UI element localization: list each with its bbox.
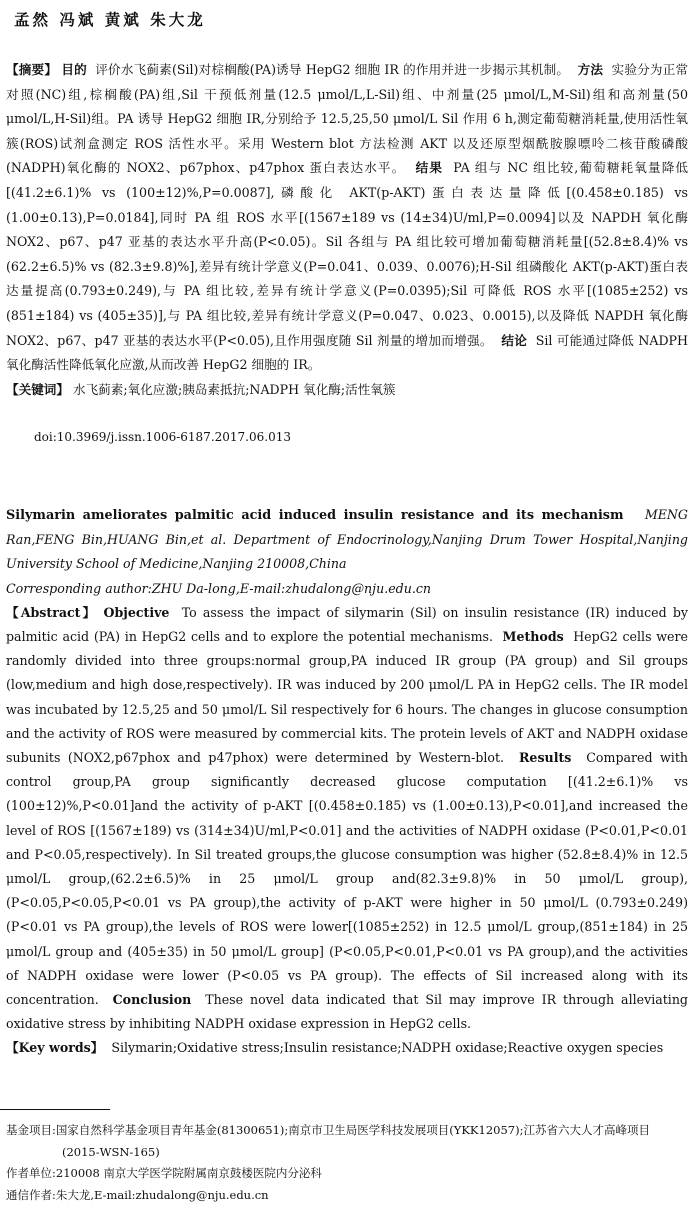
en-abstract-label: 【Abstract】 [6,604,98,620]
cn-results-text: PA 组与 NC 组比较,葡萄糖耗氧量降低[(41.2±6.1)% vs (100±12)%,P=0.0087],磷酸化 AKT(p-AKT)蛋白表达量降低[(0.458±0.185) vs (1.00±0.13),P=0.0184],同时 PA 组 ROS 水平[(1567±189 vs (14±34)U/ml,P=0.0094]以及 NAPDH 氧化酶 NOX2、p67、p47 亚基的表达水平升高(P<0.05)。Sil 各组与 PA 组比较可增加葡萄糖消耗量[(52.8±8.4)% vs (62.2±6.5)% vs (82.3±9.8)%],差异有统计学意义(P=0.041、0.039、0.0076);H-Sil 组磷酸化 AKT(p-AKT)蛋白表达量提高(0.793±0.249),与 PA 组比较,差异有统计学意义(P=0.0395);Sil 可降低 ROS 水平[(1085±252) vs (851±184) vs (405±35)],与 PA 组比较,差异有统计学意义(P=0.047、0.023、0.0015),以及降低 NAPDH 氧化酶 NOX2、p67、p47 亚基的表达水平(P<0.05),且作用强度随 Sil 剂量的增加而增强。 [6,160,688,348]
en-affiliation: MENG Ran,FENG Bin,HUANG Bin,et al. Department of Endocrinology,Nanjing Drum Tower Hospital,Nanjing University School of Medicine,Nanjing 210008,China [6,507,688,572]
cn-conclusion-text: Sil 可能通过降低 NADPH 氧化酶活性降低氧化应激,从而改善 HepG2 细胞的 IR。 [6,332,689,373]
cn-keywords-label: 【关键词】 [6,381,69,397]
footnote-divider [0,1109,110,1110]
cn-objective-text: 评价水飞蓟素(Sil)对棕榈酸(PA)诱导 HepG2 细胞 IR 的作用并进一步揭示其机制。 [95,62,570,77]
en-conclusion-label: Conclusion [112,992,192,1008]
en-corresponding-author: Corresponding author:ZHU Da-long,E-mail:zhudalong@nju.edu.cn [6,580,431,596]
en-results-label: Results [518,750,572,766]
en-methods-text: HepG2 cells were randomly divided into three groups:normal group,PA induced IR group (PA group) and Sil groups (low,medium and high dose,respectively). IR was induced by 200 μmol/L PA in HepG2 cells. The IR model was incubated by 12.5,25 and 50 μmol/L Sil respectively for 6 hours. The changes in glucose consumption and the activity of ROS were measured by commercial kits. The protein levels of AKT and NADPH oxidase subunits (NOX2,p67phox and p47phox) were determined by Western-blot. [6,629,688,766]
cn-conclusion-label: 结论 [501,332,528,348]
en-methods-label: Methods [502,629,564,645]
funding-note: 基金项目:国家自然科学基金项目青年基金(81300651);南京市卫生局医学科技发展项目(YKK12057);江苏省六大人才高峰项目(2015-WSN-165) [6,1123,650,1159]
doi: doi:10.3969/j.issn.1006-6187.2017.06.013 [34,430,291,444]
en-conclusion-text: These novel data indicated that Sil may improve IR through alleviating oxidative stress by inhibiting NADPH oxidase expression in HepG2 cells. [6,992,688,1032]
english-abstract [6,503,688,1061]
cn-keywords-text: 水飞蓟素;氧化应激;胰岛素抵抗;NADPH 氧化酶;活性氧簇 [72,381,396,397]
cn-methods-text: 实验分为正常对照(NC)组,棕榈酸(PA)组,Sil 干预低剂量(12.5 μmol/L,L-Sil)组、中剂量(25 μmol/L,M-Sil)组和高剂量(50 μmol/L,H-Sil)组。PA 诱导 HepG2 细胞 IR,分别给予 12.5,25,50 μmol/L Sil 作用 6 h,测定葡萄糖消耗量,使用活性氧簇(ROS)试剂盒测定 ROS 活性水平。采用 Western blot 方法检测 AKT 以及还原型烟酰胺腺嘌呤二核苷酸磷酸(NADPH)氧化酶的 NOX2、p67phox、p47phox 蛋白表达水平。 [6,62,689,176]
author-affiliation-note: 作者单位:210008 南京大学医学院附属南京鼓楼医院内分泌科 [6,1166,322,1180]
en-objective-label: Objective [103,604,170,620]
footnotes [6,1120,686,1206]
cn-results-label: 结果 [415,160,444,176]
chinese-abstract [6,58,688,402]
en-keywords-label: 【Key words】 [6,1040,104,1056]
corresponding-author-note: 通信作者:朱大龙,E-mail:zhudalong@nju.edu.cn [6,1187,269,1202]
cn-objective-label: 目的 [61,62,87,77]
en-objective-text: To assess the impact of silymarin (Sil) on insulin resistance (IR) induced by palmitic acid (PA) in HepG2 cells and to explore the potential mechanisms. [6,604,688,645]
author-list: 孟然 冯斌 黄斌 朱大龙 [14,10,206,29]
en-title: Silymarin ameliorates palmitic acid induced insulin resistance and its mechanism [6,508,624,523]
cn-abstract-label: 【摘要】 [6,62,58,77]
en-results-text: Compared with control group,PA group significantly decreased glucose computation [(41.2±6.1)% vs (100±12)%,P<0.01]and the activity of p-AKT [(0.458±0.185) vs (1.00±0.13),P<0.01],and increased the level of ROS [(1567±189) vs (314±34)U/ml,P<0.01] and the activities of NADPH oxidase (P<0.01,P<0.01 and P<0.05,respectively). In Sil treated groups,the glucose consumption was higher (52.8±8.4)% in 12.5 μmol/L group,(62.2±6.5)% in 25 μmol/L group and(82.3±9.8)% in 50 μmol/L group),(P<0.05,P<0.05,P<0.01 vs PA group),the activity of p-AKT were higher in 50 μmol/L (0.793±0.249) (P<0.01 vs PA group),the levels of ROS were lower[(1085±252) in 12.5 μmol/L group,(851±184) in 25 μmol/L group and (405±35) in 50 μmol/L group] (P<0.05,P<0.01,P<0.01 vs PA group),and the activities of NADPH oxidase were lower (P<0.05 vs PA group). The effects of Sil increased along with its concentration. [6,750,688,1008]
cn-methods-label: 方法 [577,62,604,77]
en-keywords-text: Silymarin;Oxidative stress;Insulin resistance;NADPH oxidase;Reactive oxygen species [111,1040,664,1056]
